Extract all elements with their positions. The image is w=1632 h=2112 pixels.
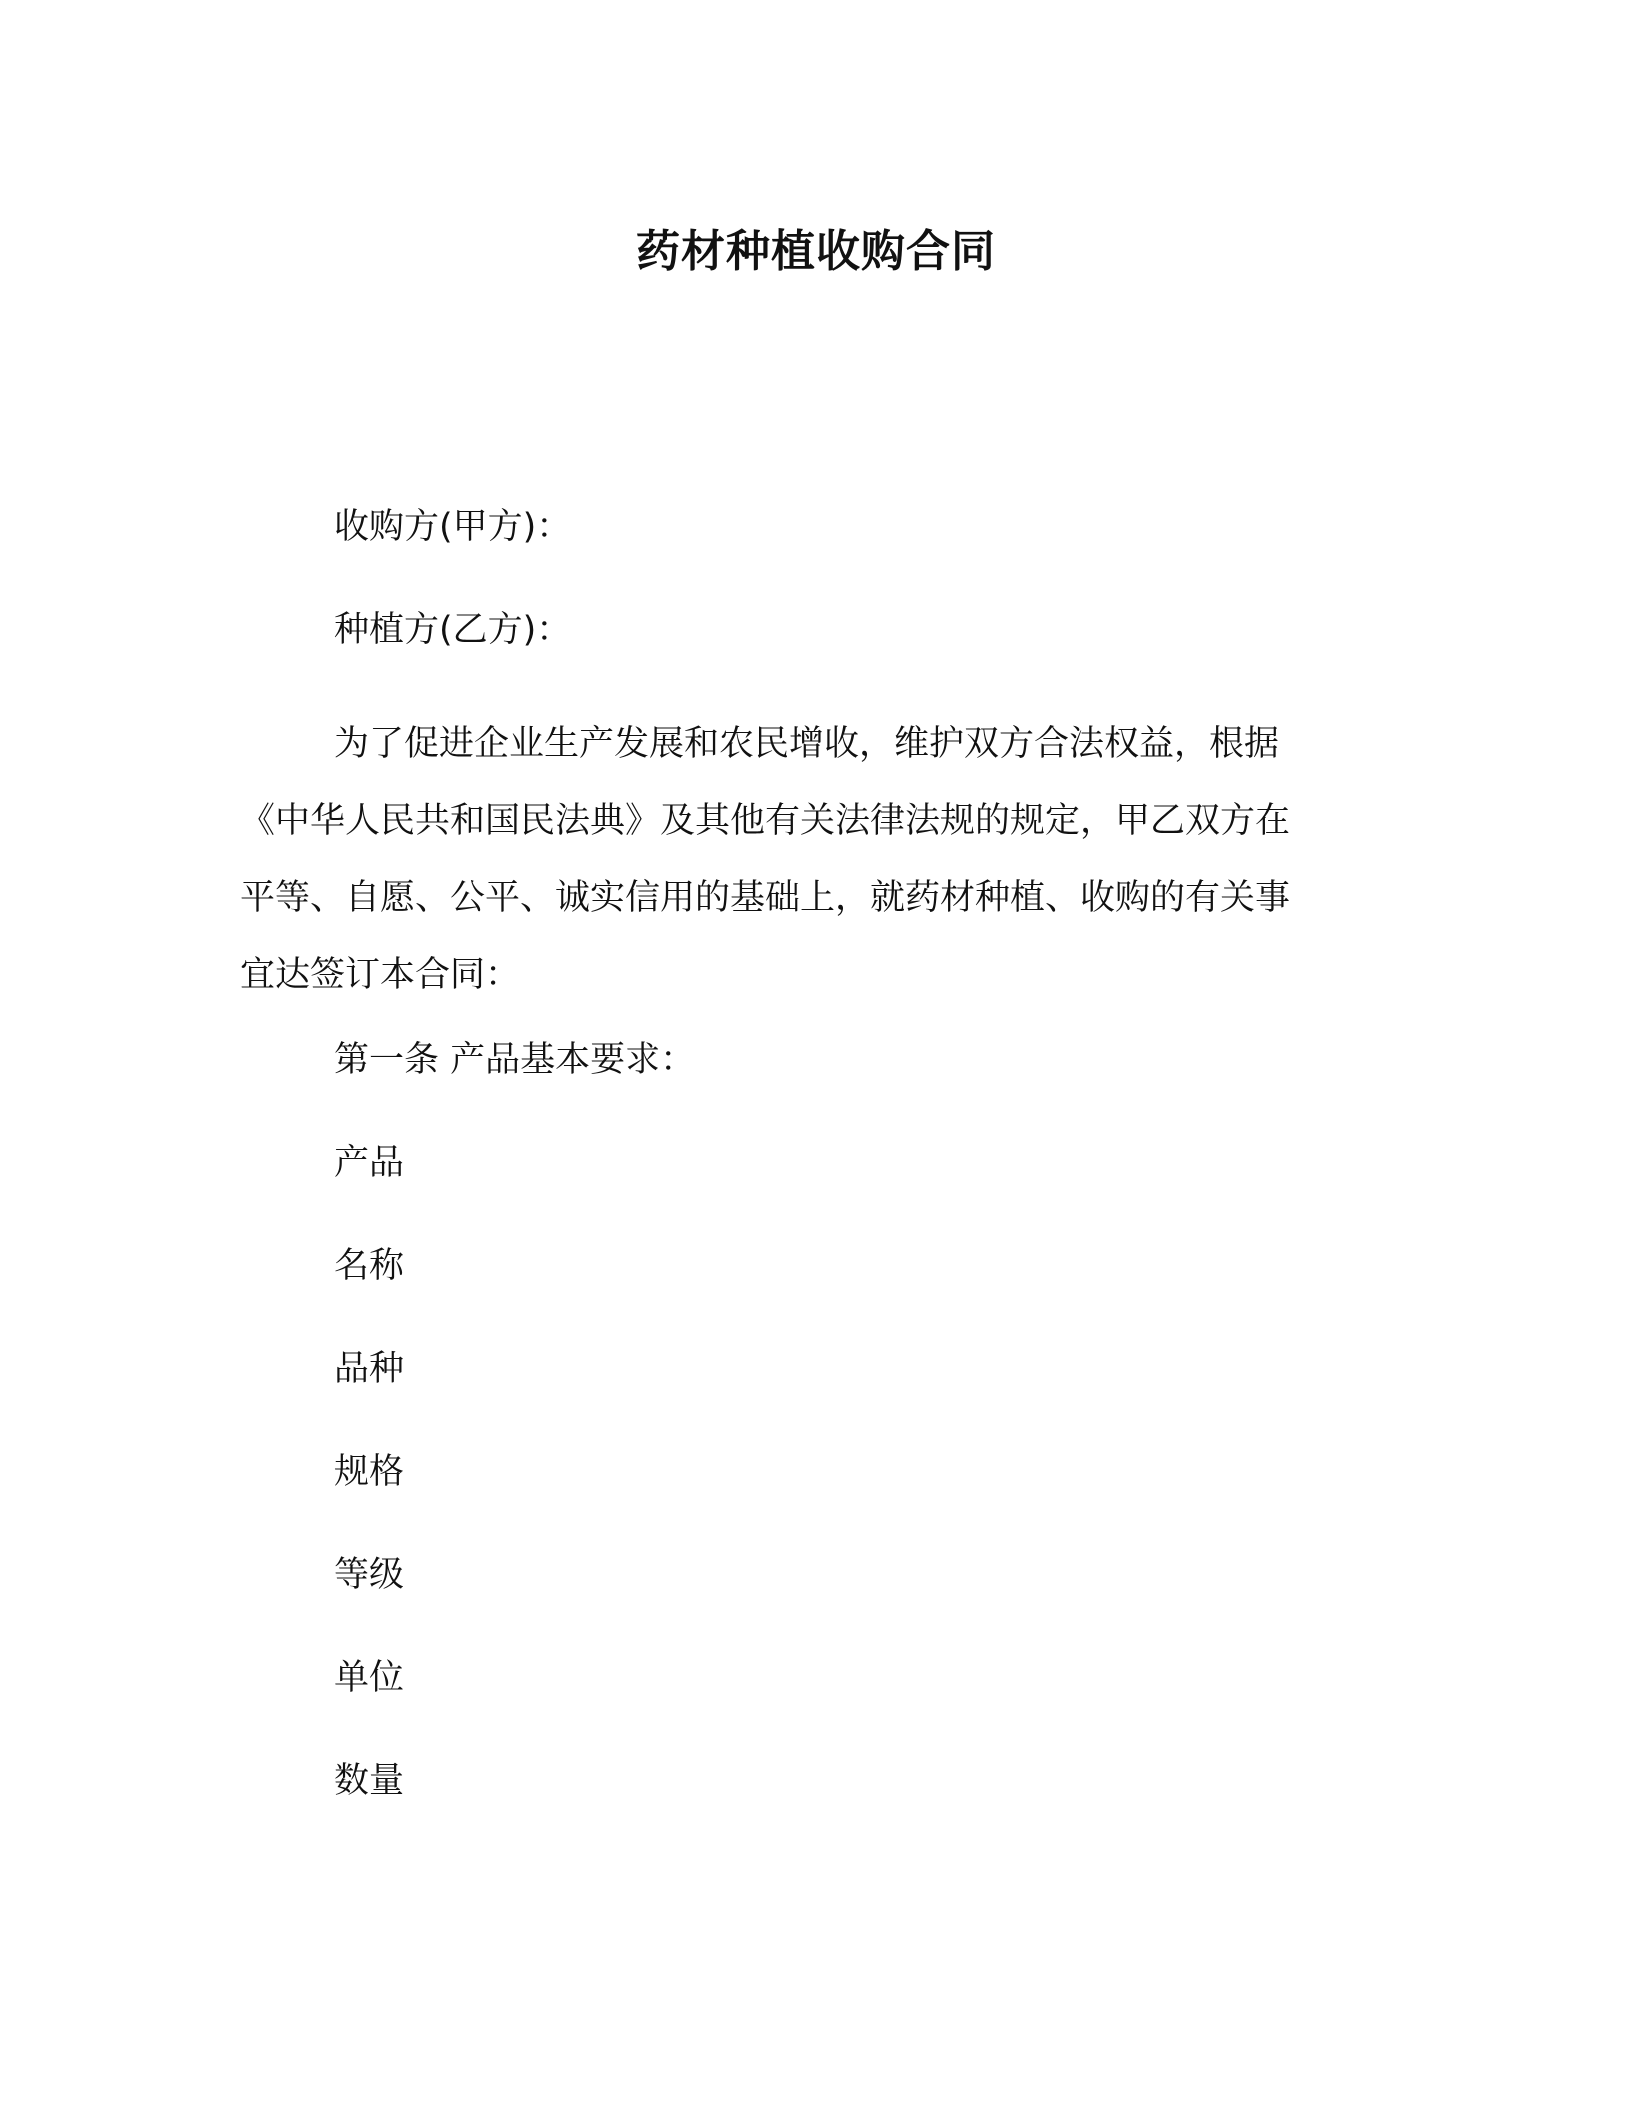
product-field-label: 名称 xyxy=(334,1246,405,1286)
party-b-label: 种植方(乙方)： xyxy=(334,610,572,650)
preamble-line: 宜达签订本合同： xyxy=(240,955,521,995)
product-field-label: 规格 xyxy=(334,1452,405,1492)
product-field-label: 等级 xyxy=(334,1555,405,1595)
product-field-label: 产品 xyxy=(334,1143,405,1183)
product-field-label: 单位 xyxy=(334,1658,405,1698)
article-1-heading: 第一条 产品基本要求： xyxy=(334,1040,696,1080)
preamble-paragraph xyxy=(240,706,1370,1014)
product-field-label: 品种 xyxy=(334,1349,405,1389)
contract-title: 药材种植收购合同 xyxy=(636,226,996,277)
preamble-line: 为了促进企业生产发展和农民增收，维护双方合法权益，根据 xyxy=(334,724,1280,764)
preamble-line: 《中华人民共和国民法典》及其他有关法律法规的规定，甲乙双方在 xyxy=(240,801,1291,841)
product-field-label: 数量 xyxy=(334,1761,405,1801)
preamble-line: 平等、自愿、公平、诚实信用的基础上，就药材种植、收购的有关事 xyxy=(240,878,1291,918)
party-a-label: 收购方(甲方)： xyxy=(334,507,572,547)
